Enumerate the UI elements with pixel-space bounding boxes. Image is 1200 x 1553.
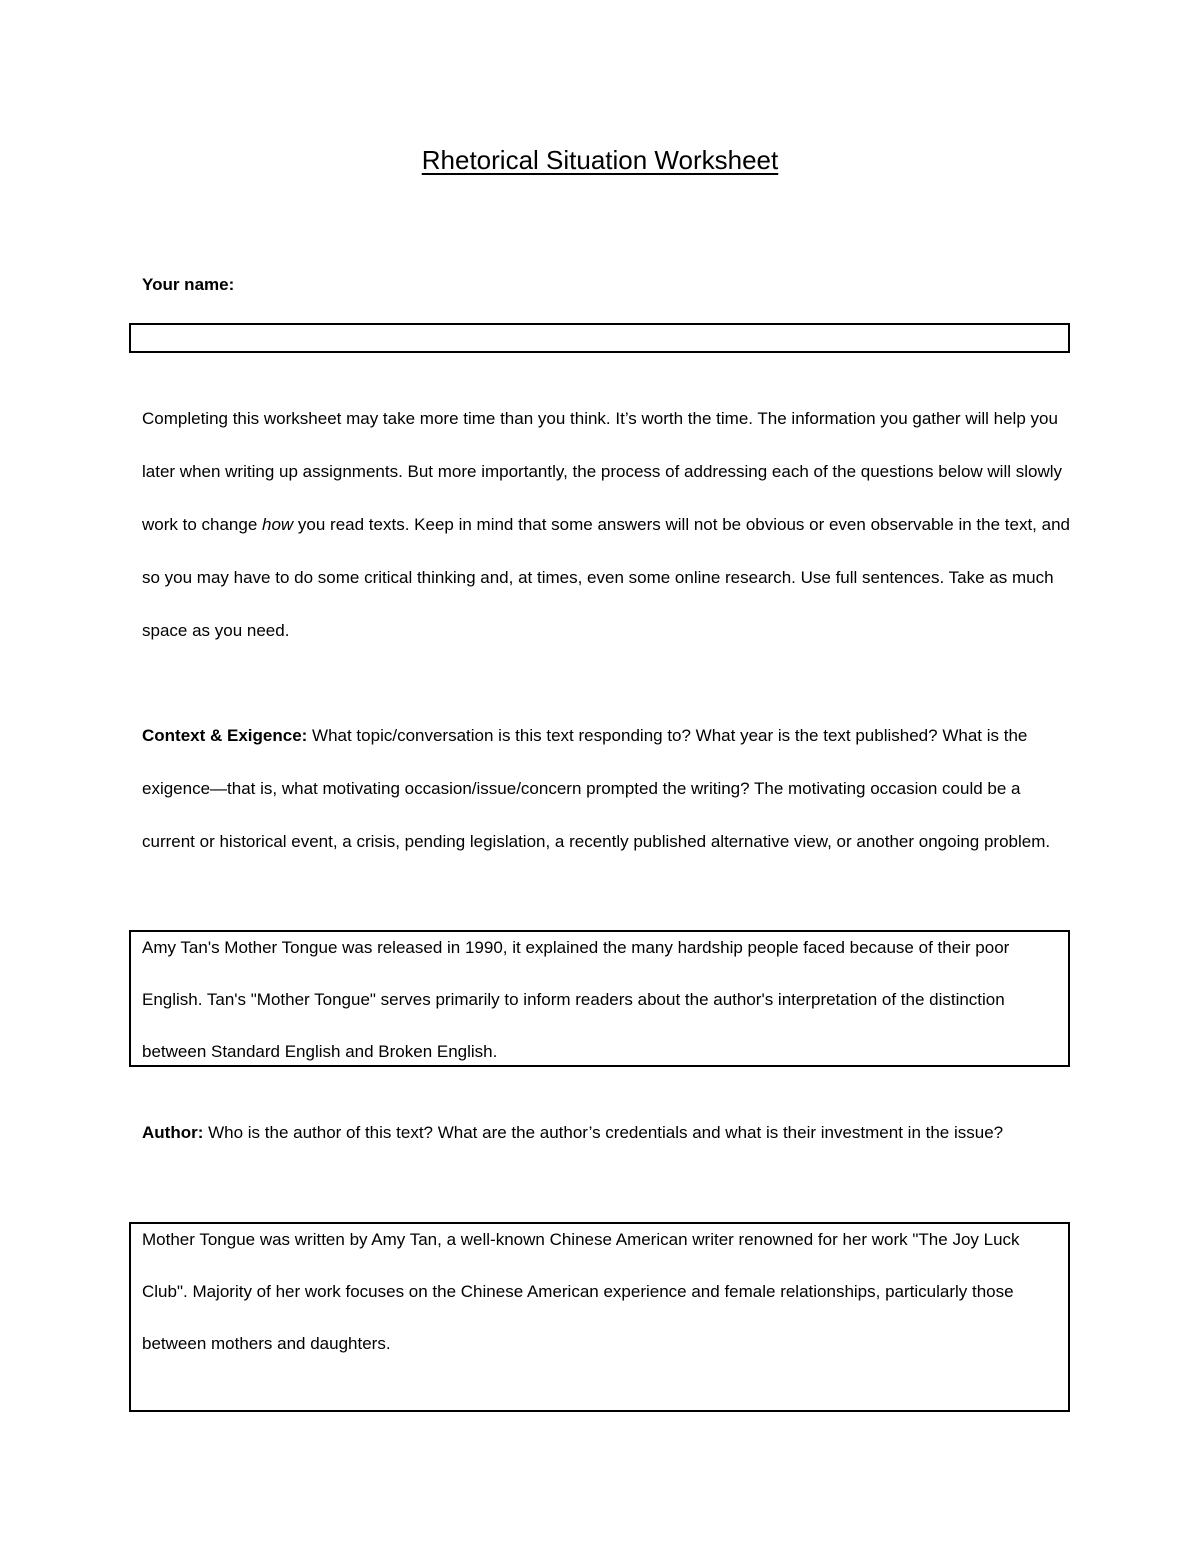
context-prompt: What topic/conversation is this text responding to? What year is the text published? What is the exigence—that is, what motivating occasion/issue/concern prompted the writing? The motivating occasion could be a current or historical event, a crisis, pending legislation, a recently published alternative view, or another ongoing problem.	[142, 726, 1051, 851]
author-prompt: Who is the author of this text? What are the author’s credentials and what is their investment in the issue?	[203, 1123, 1004, 1142]
context-answer-box[interactable]	[129, 930, 1070, 1067]
author-question	[142, 1106, 1072, 1159]
intro-emphasis: how	[262, 515, 294, 534]
intro-paragraph	[142, 392, 1072, 657]
name-label: Your name:	[142, 275, 235, 294]
intro-text-start: Completing this worksheet may take more time than you think. It’s worth the time. The information you gather will help you later when writing up assignments. But more importantly, the process of addressing each of the questions below will slowly work to change	[142, 409, 1063, 534]
context-question	[142, 709, 1072, 868]
name-input[interactable]	[129, 323, 1070, 353]
context-answer: Amy Tan's Mother Tongue was released in 1990, it explained the many hardship people faced because of their poor English. Tan's "Mother Tongue" serves primarily to inform readers about the author's interpretation of the distinction between Standard English and Broken English.	[142, 938, 1010, 1061]
author-heading: Author:	[142, 1123, 204, 1142]
context-heading: Context & Exigence:	[142, 726, 308, 745]
page-title: Rhetorical Situation Worksheet	[421, 145, 779, 175]
intro-text-end: you read texts. Keep in mind that some answers will not be obvious or even observable in the text, and so you may have to do some critical thinking and, at times, even some online research. Use full sentences. Take as much space as you need.	[142, 515, 1070, 640]
author-answer: Mother Tongue was written by Amy Tan, a well-known Chinese American writer renowned for her work "The Joy Luck Club". Majority of her work focuses on the Chinese American experience and female relationships, particularly those between mothers and daughters.	[142, 1230, 1020, 1353]
author-answer-box[interactable]	[129, 1222, 1070, 1412]
